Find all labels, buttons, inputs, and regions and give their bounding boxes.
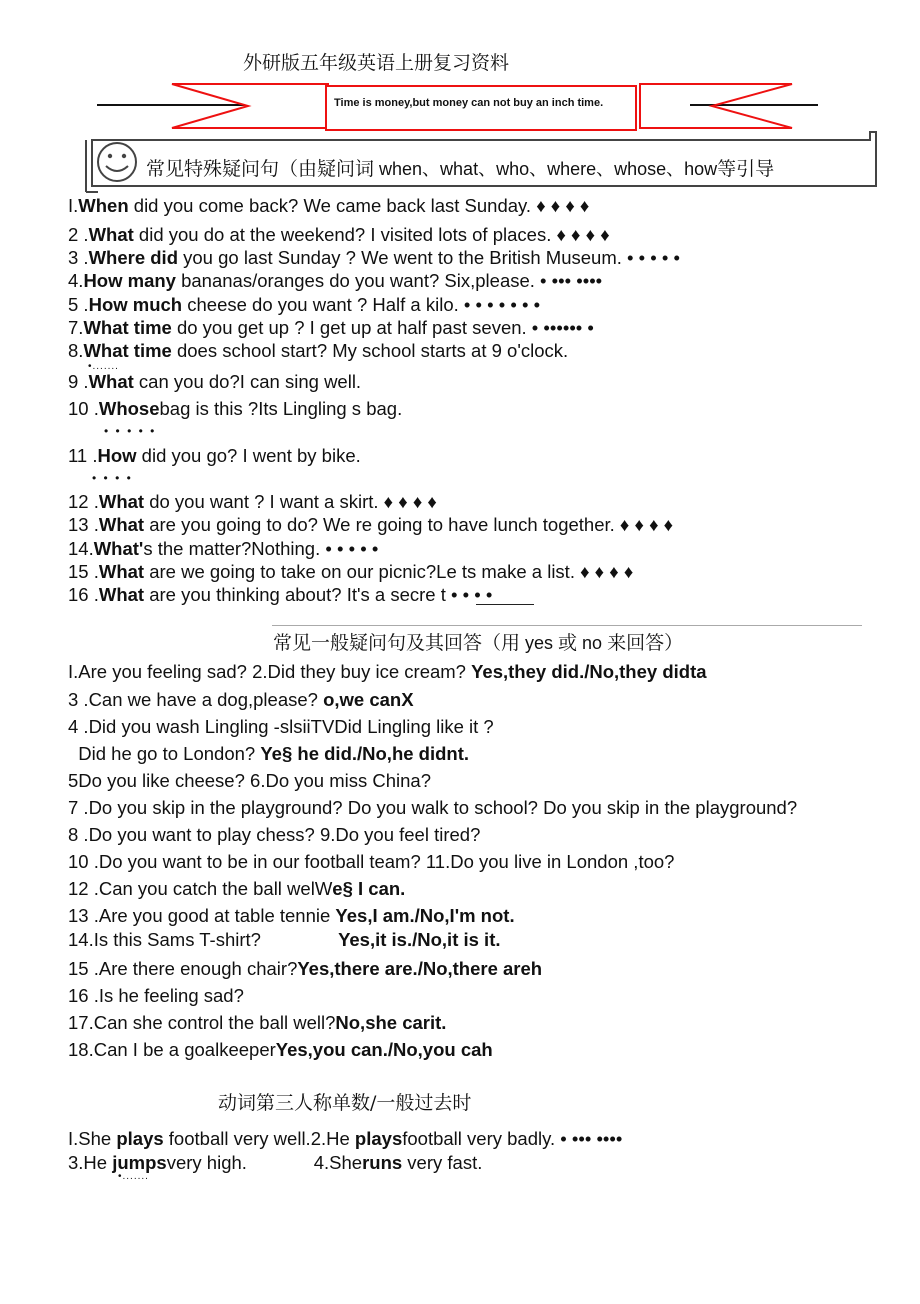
section1-heading	[146, 154, 774, 181]
question-word: What	[98, 514, 145, 535]
question-line	[68, 195, 589, 217]
line-text: 16 .Is he feeling sad?	[68, 985, 244, 1006]
heading-en-part: no	[577, 633, 608, 653]
line-number: 4.	[68, 270, 84, 291]
dots-under-jumps: •.......	[118, 1171, 149, 1182]
line-text: do you get up ? I get up at half past seven. • •••••• •	[171, 317, 594, 338]
smiley-icon	[98, 143, 136, 181]
question-line	[68, 247, 680, 269]
question-line	[68, 743, 469, 765]
answer-text: e§ I can.	[332, 878, 406, 899]
line-text: 10 .Do you want to be in our football team? 11.Do you live in London ,too?	[68, 851, 675, 872]
question-word: When	[78, 195, 129, 216]
question-line	[68, 538, 378, 560]
line-text: cheese do you want ? Half a kilo. • • • • • • •	[182, 294, 541, 315]
line-text: very high. 4.She	[166, 1152, 363, 1173]
line-text: did you go? I went by bike.	[136, 445, 361, 466]
heading-cn-end: 等引导	[717, 158, 775, 180]
question-line	[68, 770, 431, 792]
line-text: did you come back? We came back last Sunday. ♦ ♦ ♦ ♦	[128, 195, 590, 216]
line-text: 3 .Can we have a dog,please?	[68, 689, 324, 710]
answer-text: Yes,you can./No,you cah	[275, 1039, 493, 1060]
question-line	[68, 340, 568, 362]
question-word: What'	[93, 538, 144, 559]
line-text: do you want ? I want a skirt. ♦ ♦ ♦ ♦	[144, 491, 437, 512]
line-number: 12 .	[68, 491, 99, 512]
question-line	[68, 958, 542, 980]
question-line	[68, 878, 405, 900]
question-word: How many	[83, 270, 176, 291]
line-number: 15 .	[68, 561, 99, 582]
section3-heading: 动词第三人称单数/一般过去时	[218, 1092, 472, 1114]
question-word: What	[98, 491, 145, 512]
question-line	[68, 294, 540, 316]
line-text: does school start? My school starts at 9 o'clock.	[171, 340, 569, 361]
heading-cn-part: 或	[558, 632, 578, 654]
question-line	[68, 851, 674, 873]
line-text: 5Do you like cheese? 6.Do you miss China?	[68, 770, 431, 791]
question-word: What	[98, 561, 145, 582]
question-line	[68, 224, 610, 246]
question-word: Whose	[98, 398, 160, 419]
section2-heading	[273, 628, 683, 655]
line-text: are you going to do? We re going to have lunch together. ♦ ♦ ♦ ♦	[144, 514, 674, 535]
answer-text: No,she carit.	[335, 1012, 447, 1033]
heading-cn-end: 来回答）	[607, 632, 684, 654]
line-number: 9 .	[68, 371, 89, 392]
line-text: football very well.2.He	[163, 1128, 355, 1149]
heading-cn-part: 常见一般疑问句及其回答（用	[273, 632, 521, 654]
section2-rule	[272, 625, 862, 626]
question-line	[68, 797, 797, 819]
question-line	[68, 491, 437, 513]
question-line	[68, 1039, 493, 1061]
example-line	[68, 1128, 622, 1150]
question-line	[68, 1012, 446, 1034]
question-line	[68, 824, 480, 846]
question-line	[68, 689, 414, 711]
line-text: 14.Is this Sams T-shirt?	[68, 929, 339, 950]
line-text: are you thinking about? It's a secre t • • • •	[144, 584, 493, 605]
line-text: you go last Sunday ? We went to the British Museum. • • • • •	[178, 247, 680, 268]
question-word: What time	[83, 340, 172, 361]
question-line	[68, 661, 707, 683]
line-text: 12 .Can you catch the ball welW	[68, 878, 333, 899]
question-line	[68, 561, 633, 583]
heading-en-part: when、what、who、where、whose、how	[374, 159, 718, 179]
question-line	[68, 584, 492, 606]
line-number: 8.	[68, 340, 84, 361]
line-text: 4 .Did you wash Lingling -slsiiTVDid Lingling like it ?	[68, 716, 494, 737]
line-text: football very badly. • ••• ••••	[402, 1128, 623, 1149]
verb-word: jumps	[112, 1152, 167, 1173]
dots-under-line-8: •.......	[88, 361, 119, 372]
line-text: Did he go to London?	[68, 743, 261, 764]
verb-word: plays	[354, 1128, 403, 1149]
line-number: 5 .	[68, 294, 89, 315]
line-text: I.She	[68, 1128, 117, 1149]
line-text: 18.Can I be a goalkeeper	[68, 1039, 276, 1060]
line-text: 17.Can she control the ball well?	[68, 1012, 336, 1033]
underline-decoration	[476, 604, 534, 605]
line-text: are we going to take on our picnic?Le ts make a list. ♦ ♦ ♦ ♦	[144, 561, 634, 582]
question-line	[68, 398, 402, 420]
answer-text: o,we canX	[323, 689, 414, 710]
answer-text: Yes,I am./No,I'm not.	[335, 905, 515, 926]
answer-text: Ye§ he did./No,he didnt.	[260, 743, 470, 764]
line-number: 2 .	[68, 224, 89, 245]
question-line	[68, 905, 515, 927]
line-text: very fast.	[402, 1152, 483, 1173]
question-line	[68, 270, 602, 292]
question-word: What time	[83, 317, 172, 338]
line-number: I.	[68, 195, 79, 216]
dots-under-line-11: • • • •	[92, 471, 133, 485]
question-word: What	[88, 371, 134, 392]
line-number: 11 .	[68, 445, 98, 466]
question-line	[68, 985, 244, 1007]
heading-en-part: yes	[520, 633, 559, 653]
line-text: bananas/oranges do you want? Six,please. • ••• ••••	[175, 270, 603, 291]
line-text: can you do?I can sing well.	[133, 371, 362, 392]
question-line	[68, 317, 594, 339]
heading-cn-part: 常见特殊疑问句（由疑问词	[146, 158, 375, 180]
question-word: What	[98, 584, 145, 605]
answer-text: Yes,they did./No,they didta	[471, 661, 707, 682]
line-text: did you do at the weekend? I visited lots of places. ♦ ♦ ♦ ♦	[133, 224, 610, 245]
question-word: How much	[88, 294, 183, 315]
motto-text: Time is money,but money can not buy an inch time.	[334, 97, 604, 109]
verb-word: plays	[116, 1128, 164, 1149]
line-number: 7.	[68, 317, 84, 338]
line-text: 8 .Do you want to play chess? 9.Do you feel tired?	[68, 824, 481, 845]
dots-under-line-10: • • • • •	[104, 424, 157, 438]
answer-text: Yes,there are./No,there areh	[297, 958, 543, 979]
line-text: I.Are you feeling sad? 2.Did they buy ice cream?	[68, 661, 472, 682]
line-number: 16 .	[68, 584, 99, 605]
question-line	[68, 929, 501, 951]
line-text: bag is this ?Its Lingling s bag.	[159, 398, 403, 419]
line-number: 14.	[68, 538, 94, 559]
page-title: 外研版五年级英语上册复习资料	[243, 52, 510, 74]
line-text: s the matter?Nothing. • • • • •	[143, 538, 379, 559]
line-number: 13 .	[68, 514, 99, 535]
line-text: 3.He	[68, 1152, 113, 1173]
line-number: 3 .	[68, 247, 89, 268]
question-line	[68, 716, 494, 738]
question-word: What	[88, 224, 134, 245]
line-text: 7 .Do you skip in the playground? Do you walk to school? Do you skip in the playground?	[68, 797, 798, 818]
answer-text: Yes,it is./No,it is it.	[338, 929, 501, 950]
question-word: How	[97, 445, 137, 466]
question-line	[68, 371, 361, 393]
question-word: Where did	[88, 247, 178, 268]
question-line	[68, 445, 361, 467]
line-text: 13 .Are you good at table tennie	[68, 905, 336, 926]
verb-word: runs	[362, 1152, 403, 1173]
line-number: 10 .	[68, 398, 99, 419]
question-line	[68, 514, 673, 536]
line-text: 15 .Are there enough chair?	[68, 958, 298, 979]
